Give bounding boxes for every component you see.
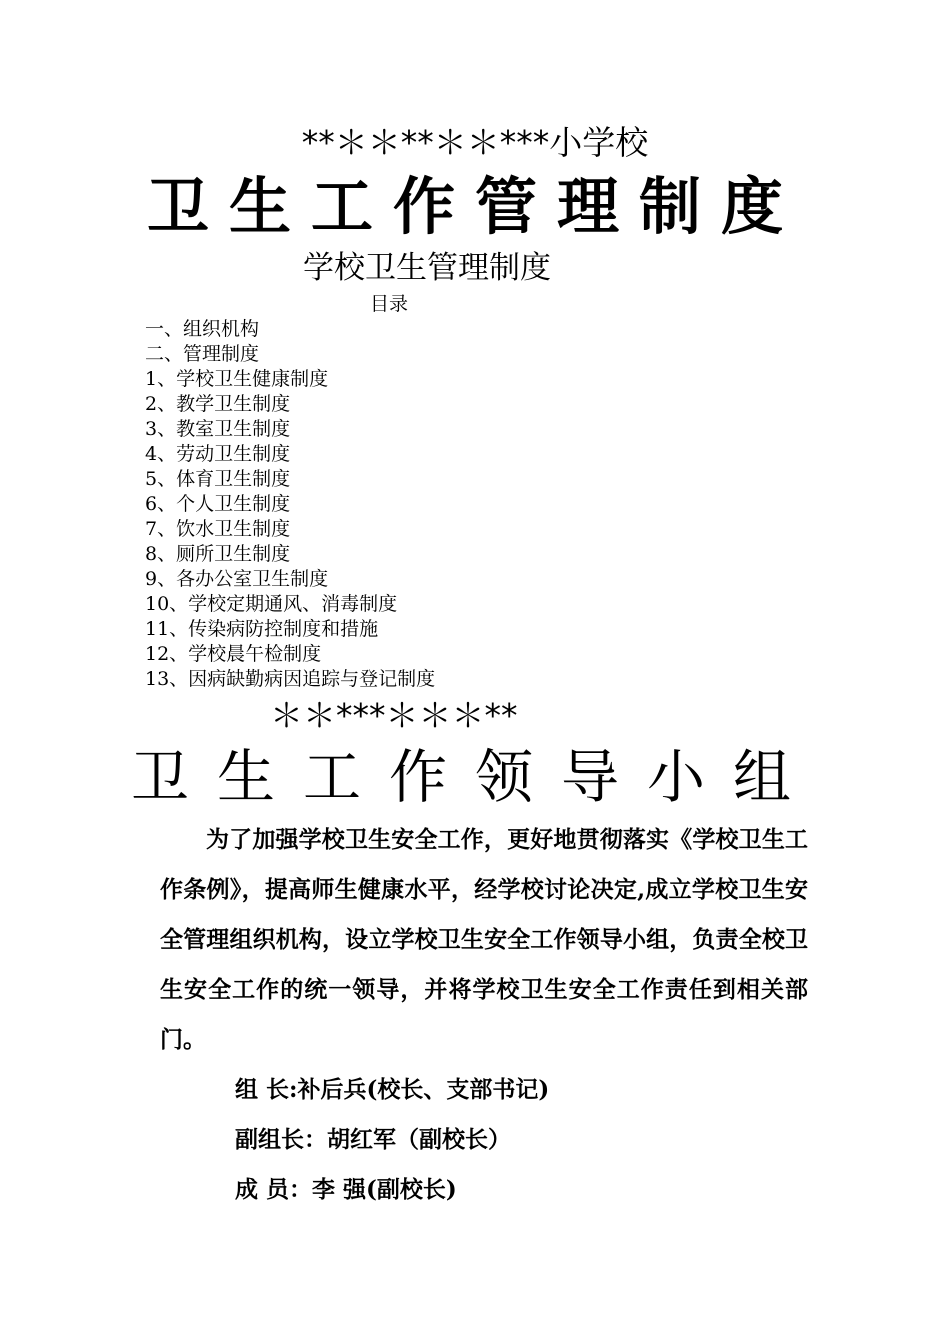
- main-title: 卫生工作管理制度: [146, 170, 803, 243]
- toc-item: 一、组织机构: [145, 318, 260, 340]
- intro-paragraph: 为了加强学校卫生安全工作，更好地贯彻落实《学校卫生工作条例》，提高师生健康水平，经学校讨论决定,成立学校卫生安全管理组织机构，设立学校卫生安全工作领导小组，负责全校卫生安全工作的统一领导，并将学校卫生安全工作责任到相关部门。: [160, 826, 808, 1053]
- toc-item: 7、饮水卫生制度: [145, 518, 291, 540]
- toc-item: 5、体育卫生制度: [145, 468, 291, 490]
- toc-item: 1、学校卫生健康制度: [145, 368, 329, 390]
- toc-item: 3、教室卫生制度: [145, 418, 291, 440]
- toc-item: 11、传染病防控制度和措施: [145, 618, 379, 640]
- school-name: **＊＊**＊＊***小学校: [301, 123, 649, 162]
- toc-item: 6、个人卫生制度: [145, 493, 291, 515]
- toc-item: 12、学校晨午检制度: [145, 643, 322, 665]
- toc-item: 9、各办公室卫生制度: [145, 568, 329, 590]
- toc-item: 10、学校定期通风、消毒制度: [145, 593, 398, 615]
- table-of-contents: [145, 317, 435, 692]
- toc-item: 13、因病缺勤病因追踪与登记制度: [145, 668, 436, 690]
- masked-school-name: ＊＊***＊＊＊**: [270, 696, 518, 735]
- member-list: [235, 1065, 549, 1215]
- toc-item: 二、管理制度: [145, 343, 260, 365]
- member-member: 成 员：李 强(副校长): [235, 1176, 457, 1203]
- toc-item: 4、劳动卫生制度: [145, 443, 291, 465]
- toc-item: 8、厕所卫生制度: [145, 543, 291, 565]
- member-deputy-leader: 副组长：胡红军（副校长）: [235, 1126, 511, 1153]
- toc-heading: 目录: [370, 293, 409, 315]
- section-title: 卫生工作领导小组: [130, 743, 819, 811]
- sub-title: 学校卫生管理制度: [303, 250, 551, 286]
- member-leader: 组 长:补后兵(校长、支部书记): [235, 1076, 550, 1103]
- toc-item: 2、教学卫生制度: [145, 393, 291, 415]
